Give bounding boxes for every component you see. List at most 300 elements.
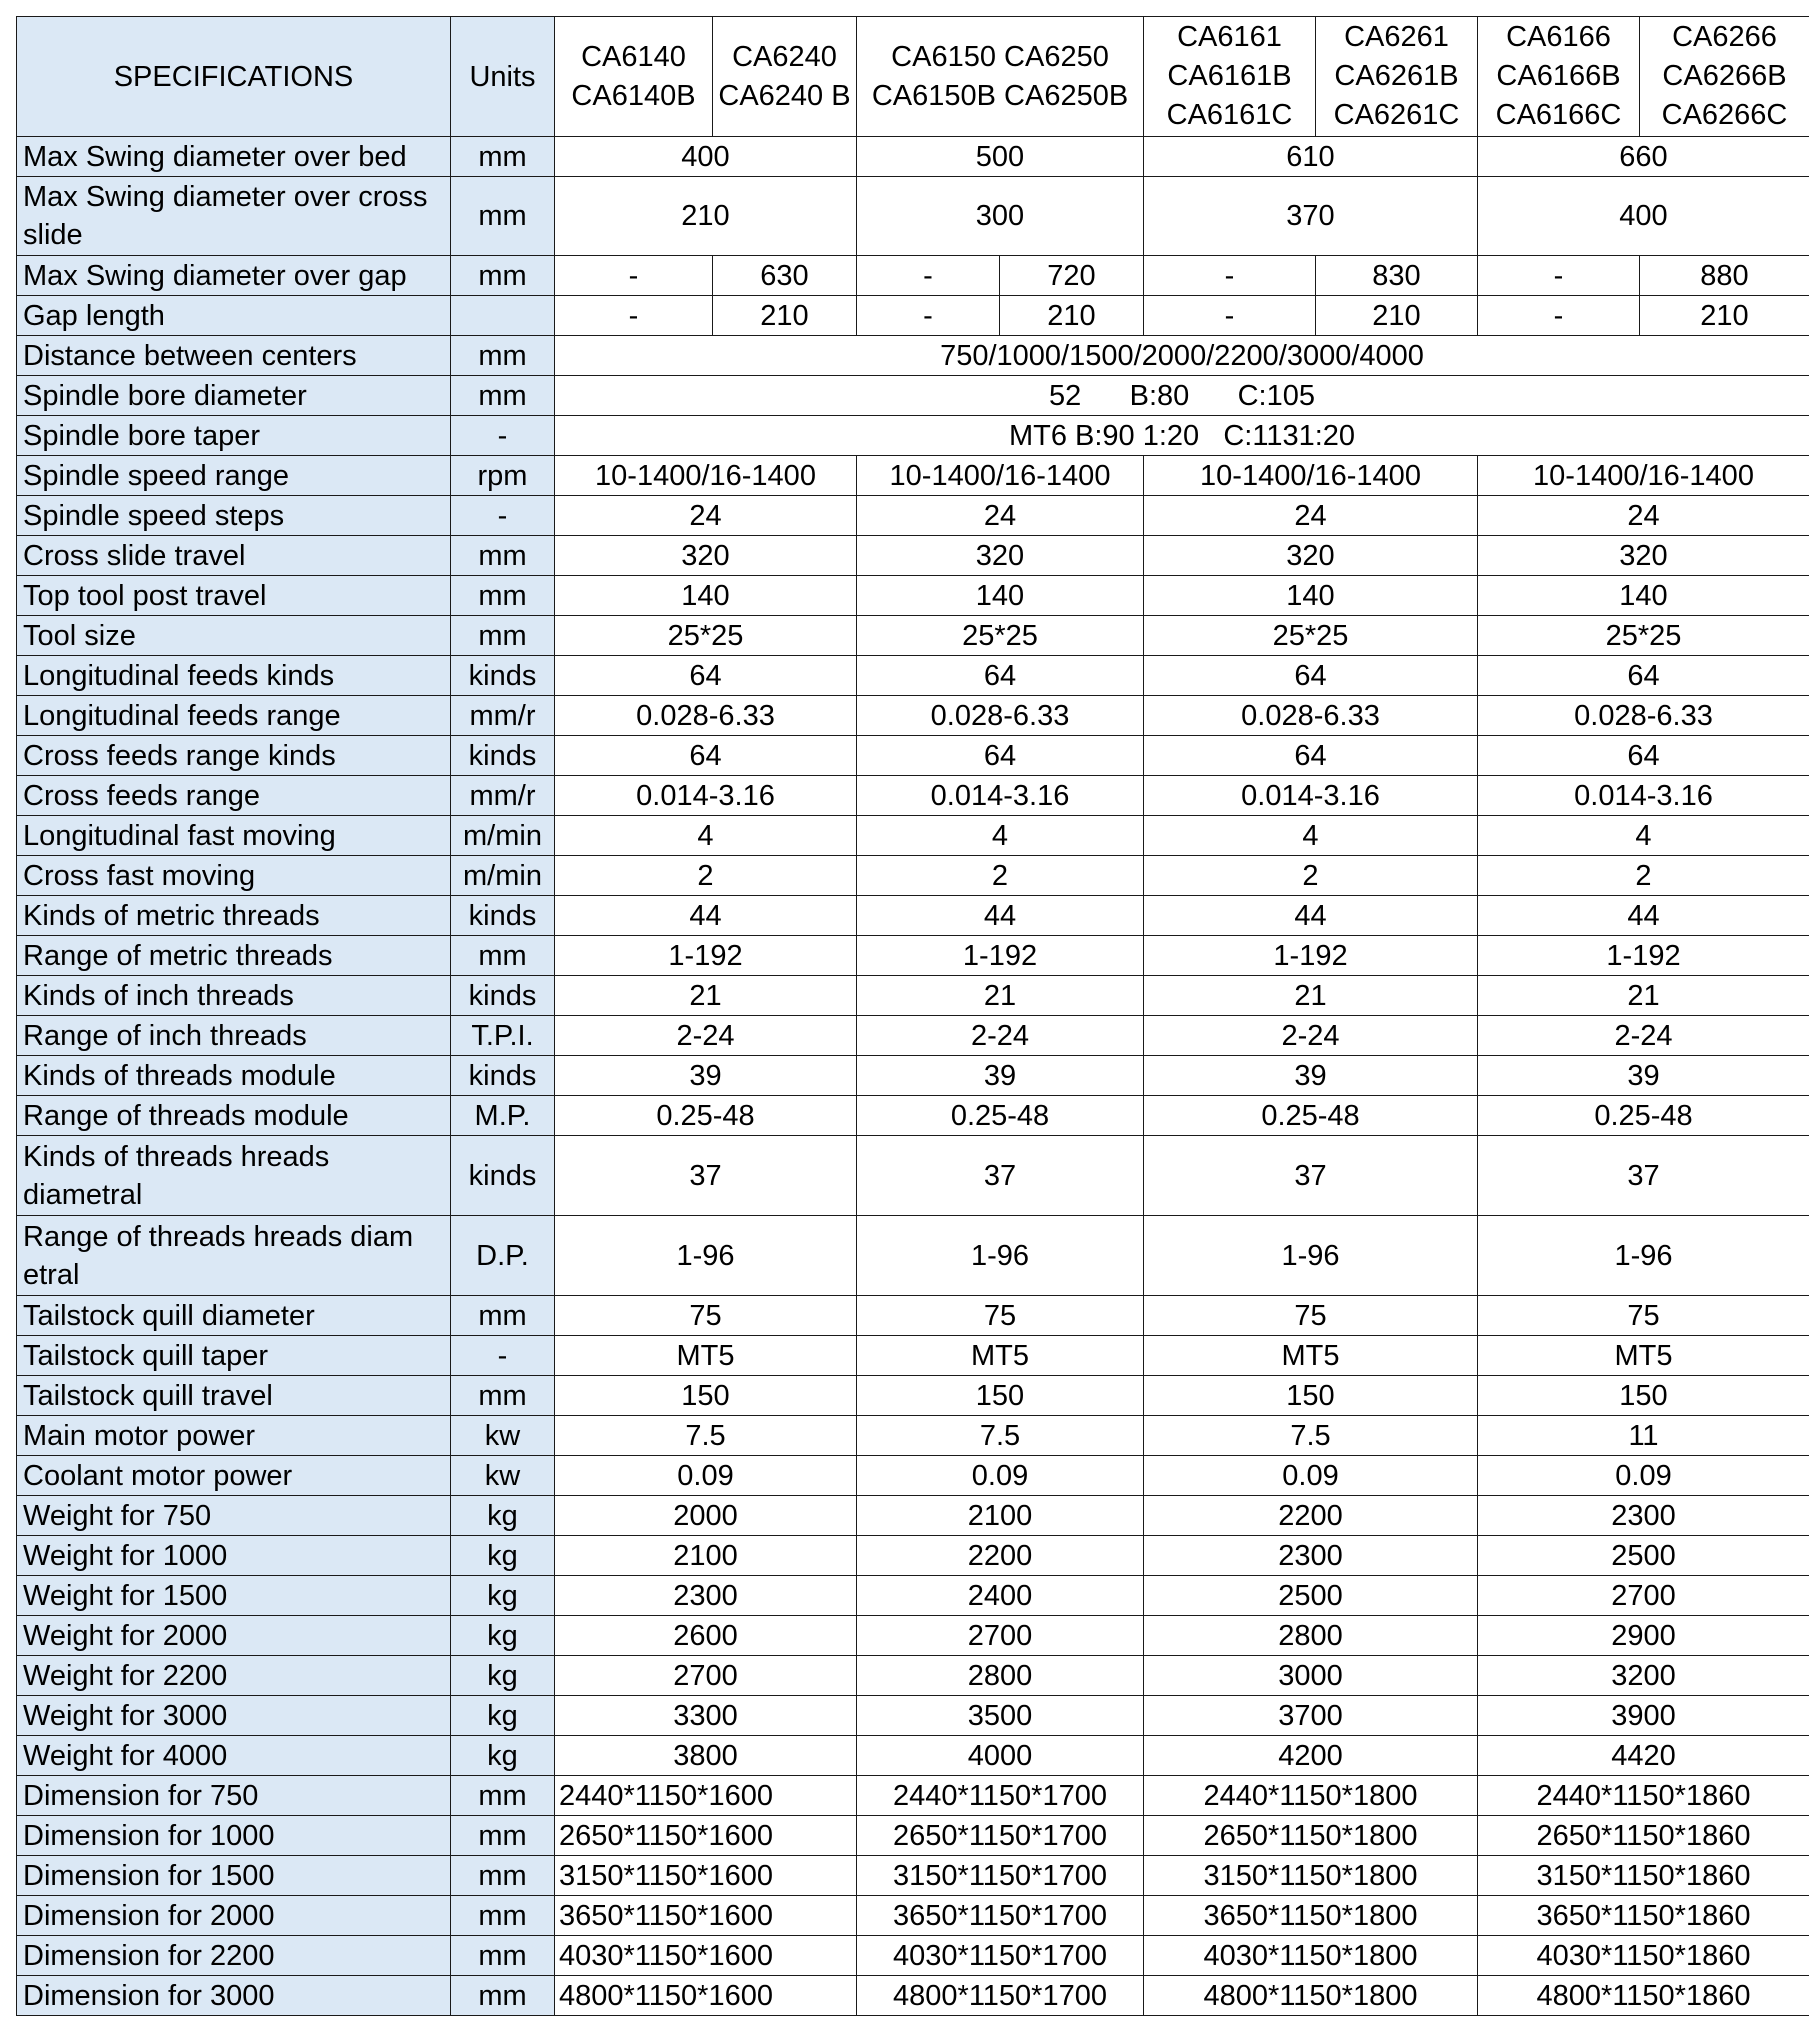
- value-cell: 150: [1144, 1376, 1478, 1416]
- table-row: [17, 256, 1809, 296]
- value-cell: 2900: [1478, 1616, 1809, 1656]
- value-cell: 0.028-6.33: [1478, 696, 1809, 736]
- value-cell: 2800: [857, 1656, 1144, 1696]
- table-row: [17, 177, 1809, 256]
- spec-label: Tailstock quill taper: [17, 1336, 451, 1376]
- spec-label: Tailstock quill diameter: [17, 1296, 451, 1336]
- unit-cell: mm/r: [451, 696, 555, 736]
- value-cell: 720: [1000, 256, 1144, 296]
- value-cell: -: [857, 296, 1000, 336]
- unit-cell: mm: [451, 1856, 555, 1896]
- value-cell: 1-96: [857, 1216, 1144, 1296]
- unit-cell: kinds: [451, 1136, 555, 1216]
- value-cell: 64: [1144, 736, 1478, 776]
- spec-label: Weight for 3000: [17, 1696, 451, 1736]
- table-row: [17, 1776, 1809, 1816]
- value-cell: MT6 B:90 1:20 C:1131:20: [555, 416, 1809, 456]
- value-cell: 64: [857, 736, 1144, 776]
- value-cell: 150: [857, 1376, 1144, 1416]
- spec-label: Longitudinal feeds kinds: [17, 656, 451, 696]
- value-cell: 2-24: [1478, 1016, 1809, 1056]
- table-row: [17, 1576, 1809, 1616]
- value-cell: 44: [1478, 896, 1809, 936]
- value-cell: 2200: [857, 1536, 1144, 1576]
- table-row: [17, 1376, 1809, 1416]
- value-cell: 4030*1150*1800: [1144, 1936, 1478, 1976]
- value-cell: 2: [555, 856, 857, 896]
- value-cell: 150: [1478, 1376, 1809, 1416]
- value-cell: 2650*1150*1700: [857, 1816, 1144, 1856]
- value-cell: 39: [1478, 1056, 1809, 1096]
- spec-label: Longitudinal fast moving: [17, 816, 451, 856]
- value-cell: 11: [1478, 1416, 1809, 1456]
- value-cell: 0.09: [1478, 1456, 1809, 1496]
- value-cell: 3500: [857, 1696, 1144, 1736]
- unit-cell: kg: [451, 1616, 555, 1656]
- unit-cell: -: [451, 496, 555, 536]
- value-cell: 37: [1144, 1136, 1478, 1216]
- header-model: CA6140 CA6140B: [555, 17, 713, 137]
- value-cell: 39: [857, 1056, 1144, 1096]
- unit-cell: -: [451, 416, 555, 456]
- value-cell: 75: [1144, 1296, 1478, 1336]
- table-row: [17, 1496, 1809, 1536]
- unit-cell: mm: [451, 137, 555, 177]
- unit-cell: mm: [451, 336, 555, 376]
- header-model: CA6240 CA6240 B: [713, 17, 857, 137]
- value-cell: 210: [713, 296, 857, 336]
- value-cell: 4200: [1144, 1736, 1478, 1776]
- spec-label: Weight for 2200: [17, 1656, 451, 1696]
- value-cell: 610: [1144, 137, 1478, 177]
- value-cell: 140: [1478, 576, 1809, 616]
- value-cell: 2300: [1144, 1536, 1478, 1576]
- value-cell: 660: [1478, 137, 1809, 177]
- header-model: CA6266 CA6266B CA6266C: [1640, 17, 1809, 137]
- unit-cell: mm: [451, 1296, 555, 1336]
- value-cell: 210: [1640, 296, 1809, 336]
- value-cell: 2650*1150*1860: [1478, 1816, 1809, 1856]
- unit-cell: mm/r: [451, 776, 555, 816]
- value-cell: 64: [555, 736, 857, 776]
- value-cell: MT5: [1144, 1336, 1478, 1376]
- value-cell: 21: [555, 976, 857, 1016]
- unit-cell: mm: [451, 1896, 555, 1936]
- table-row: [17, 336, 1809, 376]
- value-cell: 3200: [1478, 1656, 1809, 1696]
- value-cell: 4420: [1478, 1736, 1809, 1776]
- table-row: [17, 576, 1809, 616]
- value-cell: 320: [555, 536, 857, 576]
- spec-label: Coolant motor power: [17, 1456, 451, 1496]
- table-row: [17, 616, 1809, 656]
- value-cell: 320: [1478, 536, 1809, 576]
- spec-table-body: [17, 17, 1809, 2016]
- value-cell: 37: [857, 1136, 1144, 1216]
- header-spec-label: SPECIFICATIONS: [17, 17, 451, 137]
- spec-label: Weight for 2000: [17, 1616, 451, 1656]
- unit-cell: kg: [451, 1496, 555, 1536]
- spec-label: Dimension for 3000: [17, 1976, 451, 2016]
- value-cell: 4: [1144, 816, 1478, 856]
- value-cell: 52 B:80 C:105: [555, 376, 1809, 416]
- value-cell: 2650*1150*1800: [1144, 1816, 1478, 1856]
- value-cell: 3650*1150*1700: [857, 1896, 1144, 1936]
- spec-label: Max Swing diameter over gap: [17, 256, 451, 296]
- spec-label: Spindle bore taper: [17, 416, 451, 456]
- value-cell: 1-192: [857, 936, 1144, 976]
- value-cell: 0.028-6.33: [857, 696, 1144, 736]
- value-cell: 400: [1478, 177, 1809, 256]
- spec-label: Weight for 4000: [17, 1736, 451, 1776]
- value-cell: 1-96: [1478, 1216, 1809, 1296]
- value-cell: 0.014-3.16: [1144, 776, 1478, 816]
- value-cell: 0.25-48: [1144, 1096, 1478, 1136]
- unit-cell: mm: [451, 536, 555, 576]
- table-row: [17, 376, 1809, 416]
- spec-label: Dimension for 750: [17, 1776, 451, 1816]
- value-cell: 3150*1150*1600: [555, 1856, 857, 1896]
- value-cell: 2-24: [857, 1016, 1144, 1056]
- spec-label: Tool size: [17, 616, 451, 656]
- value-cell: 0.25-48: [555, 1096, 857, 1136]
- value-cell: 140: [1144, 576, 1478, 616]
- value-cell: 4: [555, 816, 857, 856]
- unit-cell: mm: [451, 1816, 555, 1856]
- value-cell: 750/1000/1500/2000/2200/3000/4000: [555, 336, 1809, 376]
- value-cell: 4: [1478, 816, 1809, 856]
- unit-cell: D.P.: [451, 1216, 555, 1296]
- value-cell: 2300: [555, 1576, 857, 1616]
- spec-label: Range of metric threads: [17, 936, 451, 976]
- table-row: [17, 896, 1809, 936]
- value-cell: 10-1400/16-1400: [1144, 456, 1478, 496]
- value-cell: 39: [555, 1056, 857, 1096]
- spec-label: Gap length: [17, 296, 451, 336]
- value-cell: MT5: [555, 1336, 857, 1376]
- table-row: [17, 1016, 1809, 1056]
- value-cell: 25*25: [1144, 616, 1478, 656]
- value-cell: 1-96: [1144, 1216, 1478, 1296]
- spec-label: Cross fast moving: [17, 856, 451, 896]
- value-cell: 0.09: [555, 1456, 857, 1496]
- table-row: [17, 1536, 1809, 1576]
- spec-label: Weight for 1500: [17, 1576, 451, 1616]
- value-cell: 3650*1150*1860: [1478, 1896, 1809, 1936]
- unit-cell: kinds: [451, 1056, 555, 1096]
- value-cell: 44: [555, 896, 857, 936]
- spec-label: Kinds of threads hreads diametral: [17, 1136, 451, 1216]
- value-cell: MT5: [1478, 1336, 1809, 1376]
- value-cell: 75: [857, 1296, 1144, 1336]
- value-cell: 7.5: [555, 1416, 857, 1456]
- unit-cell: m/min: [451, 816, 555, 856]
- spec-label: Cross feeds range kinds: [17, 736, 451, 776]
- value-cell: -: [857, 256, 1000, 296]
- value-cell: -: [1478, 256, 1640, 296]
- table-row: [17, 1136, 1809, 1216]
- value-cell: -: [555, 296, 713, 336]
- unit-cell: kg: [451, 1536, 555, 1576]
- value-cell: 150: [555, 1376, 857, 1416]
- value-cell: 2500: [1478, 1536, 1809, 1576]
- unit-cell: mm: [451, 616, 555, 656]
- table-row: [17, 1896, 1809, 1936]
- table-row: [17, 736, 1809, 776]
- spec-label: Range of threads hreads diam etral: [17, 1216, 451, 1296]
- spec-label: Distance between centers: [17, 336, 451, 376]
- spec-label: Dimension for 2000: [17, 1896, 451, 1936]
- value-cell: 64: [857, 656, 1144, 696]
- spec-label: Weight for 1000: [17, 1536, 451, 1576]
- table-row: [17, 1416, 1809, 1456]
- value-cell: 2440*1150*1700: [857, 1776, 1144, 1816]
- value-cell: 1-96: [555, 1216, 857, 1296]
- unit-cell: mm: [451, 576, 555, 616]
- value-cell: 880: [1640, 256, 1809, 296]
- value-cell: 2: [1144, 856, 1478, 896]
- value-cell: 44: [1144, 896, 1478, 936]
- value-cell: 0.25-48: [1478, 1096, 1809, 1136]
- value-cell: 10-1400/16-1400: [555, 456, 857, 496]
- value-cell: 0.014-3.16: [857, 776, 1144, 816]
- spec-label: Dimension for 1500: [17, 1856, 451, 1896]
- value-cell: 830: [1316, 256, 1478, 296]
- value-cell: 2700: [857, 1616, 1144, 1656]
- spec-label: Kinds of metric threads: [17, 896, 451, 936]
- value-cell: 39: [1144, 1056, 1478, 1096]
- unit-cell: mm: [451, 376, 555, 416]
- spec-label: Longitudinal feeds range: [17, 696, 451, 736]
- value-cell: 1-192: [1478, 936, 1809, 976]
- value-cell: 7.5: [857, 1416, 1144, 1456]
- value-cell: 4030*1150*1860: [1478, 1936, 1809, 1976]
- value-cell: 75: [555, 1296, 857, 1336]
- spec-label: Cross slide travel: [17, 536, 451, 576]
- unit-cell: kw: [451, 1456, 555, 1496]
- table-row: [17, 1976, 1809, 2016]
- unit-cell: mm: [451, 1776, 555, 1816]
- spec-label: Top tool post travel: [17, 576, 451, 616]
- unit-cell: kg: [451, 1736, 555, 1776]
- value-cell: -: [1478, 296, 1640, 336]
- header-model: CA6150 CA6250 CA6150B CA6250B: [857, 17, 1144, 137]
- unit-cell: kw: [451, 1416, 555, 1456]
- value-cell: MT5: [857, 1336, 1144, 1376]
- table-row: [17, 1336, 1809, 1376]
- value-cell: 2200: [1144, 1496, 1478, 1536]
- spec-label: Kinds of inch threads: [17, 976, 451, 1016]
- value-cell: 21: [1144, 976, 1478, 1016]
- value-cell: 37: [555, 1136, 857, 1216]
- unit-cell: mm: [451, 1936, 555, 1976]
- unit-cell: -: [451, 1336, 555, 1376]
- value-cell: 2800: [1144, 1616, 1478, 1656]
- value-cell: 320: [857, 536, 1144, 576]
- spec-label: Weight for 750: [17, 1496, 451, 1536]
- value-cell: 3000: [1144, 1656, 1478, 1696]
- unit-cell: kg: [451, 1576, 555, 1616]
- value-cell: 25*25: [1478, 616, 1809, 656]
- value-cell: 500: [857, 137, 1144, 177]
- value-cell: -: [555, 256, 713, 296]
- value-cell: 10-1400/16-1400: [1478, 456, 1809, 496]
- spec-label: Dimension for 2200: [17, 1936, 451, 1976]
- spec-label: Spindle speed steps: [17, 496, 451, 536]
- value-cell: 0.09: [857, 1456, 1144, 1496]
- value-cell: 37: [1478, 1136, 1809, 1216]
- value-cell: 0.25-48: [857, 1096, 1144, 1136]
- value-cell: 3700: [1144, 1696, 1478, 1736]
- unit-cell: m/min: [451, 856, 555, 896]
- table-row: [17, 1696, 1809, 1736]
- table-row: [17, 456, 1809, 496]
- table-row: [17, 1936, 1809, 1976]
- table-row: [17, 1216, 1809, 1296]
- unit-cell: kinds: [451, 976, 555, 1016]
- value-cell: 4: [857, 816, 1144, 856]
- value-cell: 2440*1150*1860: [1478, 1776, 1809, 1816]
- value-cell: 1-192: [555, 936, 857, 976]
- value-cell: 2700: [555, 1656, 857, 1696]
- value-cell: 75: [1478, 1296, 1809, 1336]
- spec-table: [16, 16, 1809, 2016]
- value-cell: 24: [1144, 496, 1478, 536]
- table-row: [17, 536, 1809, 576]
- table-row: [17, 856, 1809, 896]
- unit-cell: mm: [451, 177, 555, 256]
- value-cell: 24: [1478, 496, 1809, 536]
- table-row: [17, 1856, 1809, 1896]
- unit-cell: kg: [451, 1696, 555, 1736]
- value-cell: 2650*1150*1600: [555, 1816, 857, 1856]
- table-row: [17, 1616, 1809, 1656]
- value-cell: 25*25: [857, 616, 1144, 656]
- value-cell: 0.014-3.16: [1478, 776, 1809, 816]
- unit-cell: mm: [451, 936, 555, 976]
- value-cell: 4030*1150*1600: [555, 1936, 857, 1976]
- value-cell: 64: [1478, 736, 1809, 776]
- value-cell: 140: [555, 576, 857, 616]
- value-cell: 44: [857, 896, 1144, 936]
- value-cell: 4800*1150*1800: [1144, 1976, 1478, 2016]
- spec-label: Spindle bore diameter: [17, 376, 451, 416]
- value-cell: 2600: [555, 1616, 857, 1656]
- table-row: [17, 656, 1809, 696]
- spec-label: Max Swing diameter over bed: [17, 137, 451, 177]
- value-cell: 21: [857, 976, 1144, 1016]
- spec-label: Range of inch threads: [17, 1016, 451, 1056]
- table-row: [17, 496, 1809, 536]
- value-cell: 2-24: [1144, 1016, 1478, 1056]
- value-cell: 25*25: [555, 616, 857, 656]
- header-model: CA6161 CA6161B CA6161C: [1144, 17, 1316, 137]
- value-cell: 2100: [857, 1496, 1144, 1536]
- spec-label: Tailstock quill travel: [17, 1376, 451, 1416]
- value-cell: 2500: [1144, 1576, 1478, 1616]
- value-cell: 4800*1150*1700: [857, 1976, 1144, 2016]
- value-cell: 2400: [857, 1576, 1144, 1616]
- value-cell: 3650*1150*1600: [555, 1896, 857, 1936]
- table-row: [17, 1656, 1809, 1696]
- value-cell: 3150*1150*1800: [1144, 1856, 1478, 1896]
- spec-label: Dimension for 1000: [17, 1816, 451, 1856]
- table-row: [17, 416, 1809, 456]
- spec-label: Main motor power: [17, 1416, 451, 1456]
- value-cell: 64: [1478, 656, 1809, 696]
- spec-label: Spindle speed range: [17, 456, 451, 496]
- value-cell: 320: [1144, 536, 1478, 576]
- value-cell: 2440*1150*1600: [555, 1776, 857, 1816]
- value-cell: 0.09: [1144, 1456, 1478, 1496]
- value-cell: 1-192: [1144, 936, 1478, 976]
- value-cell: 0.028-6.33: [555, 696, 857, 736]
- value-cell: 3300: [555, 1696, 857, 1736]
- unit-cell: mm: [451, 1376, 555, 1416]
- value-cell: 3650*1150*1800: [1144, 1896, 1478, 1936]
- table-row: [17, 936, 1809, 976]
- value-cell: 210: [1316, 296, 1478, 336]
- value-cell: 400: [555, 137, 857, 177]
- table-row: [17, 1736, 1809, 1776]
- unit-cell: [451, 296, 555, 336]
- spec-label: Kinds of threads module: [17, 1056, 451, 1096]
- table-row: [17, 1096, 1809, 1136]
- value-cell: 3900: [1478, 1696, 1809, 1736]
- table-row: [17, 976, 1809, 1016]
- value-cell: 4800*1150*1600: [555, 1976, 857, 2016]
- header-model: CA6261 CA6261B CA6261C: [1316, 17, 1478, 137]
- unit-cell: kinds: [451, 656, 555, 696]
- value-cell: 0.014-3.16: [555, 776, 857, 816]
- value-cell: 3800: [555, 1736, 857, 1776]
- table-row: [17, 137, 1809, 177]
- spec-label: Cross feeds range: [17, 776, 451, 816]
- unit-cell: mm: [451, 1976, 555, 2016]
- value-cell: 2300: [1478, 1496, 1809, 1536]
- value-cell: 2: [1478, 856, 1809, 896]
- value-cell: 64: [1144, 656, 1478, 696]
- spec-label: Max Swing diameter over cross slide: [17, 177, 451, 256]
- value-cell: 3150*1150*1860: [1478, 1856, 1809, 1896]
- value-cell: 140: [857, 576, 1144, 616]
- table-row: [17, 816, 1809, 856]
- value-cell: 2700: [1478, 1576, 1809, 1616]
- value-cell: 2440*1150*1800: [1144, 1776, 1478, 1816]
- table-row: [17, 696, 1809, 736]
- unit-cell: kinds: [451, 736, 555, 776]
- value-cell: 21: [1478, 976, 1809, 1016]
- table-row: [17, 1456, 1809, 1496]
- value-cell: 2: [857, 856, 1144, 896]
- value-cell: 4800*1150*1860: [1478, 1976, 1809, 2016]
- value-cell: 3150*1150*1700: [857, 1856, 1144, 1896]
- unit-cell: T.P.I.: [451, 1016, 555, 1056]
- value-cell: 4000: [857, 1736, 1144, 1776]
- unit-cell: kg: [451, 1656, 555, 1696]
- header-row: [17, 17, 1809, 137]
- table-row: [17, 776, 1809, 816]
- header-model: CA6166 CA6166B CA6166C: [1478, 17, 1640, 137]
- value-cell: 24: [857, 496, 1144, 536]
- unit-cell: M.P.: [451, 1096, 555, 1136]
- value-cell: 370: [1144, 177, 1478, 256]
- table-row: [17, 1056, 1809, 1096]
- value-cell: 4030*1150*1700: [857, 1936, 1144, 1976]
- unit-cell: rpm: [451, 456, 555, 496]
- unit-cell: mm: [451, 256, 555, 296]
- value-cell: 2-24: [555, 1016, 857, 1056]
